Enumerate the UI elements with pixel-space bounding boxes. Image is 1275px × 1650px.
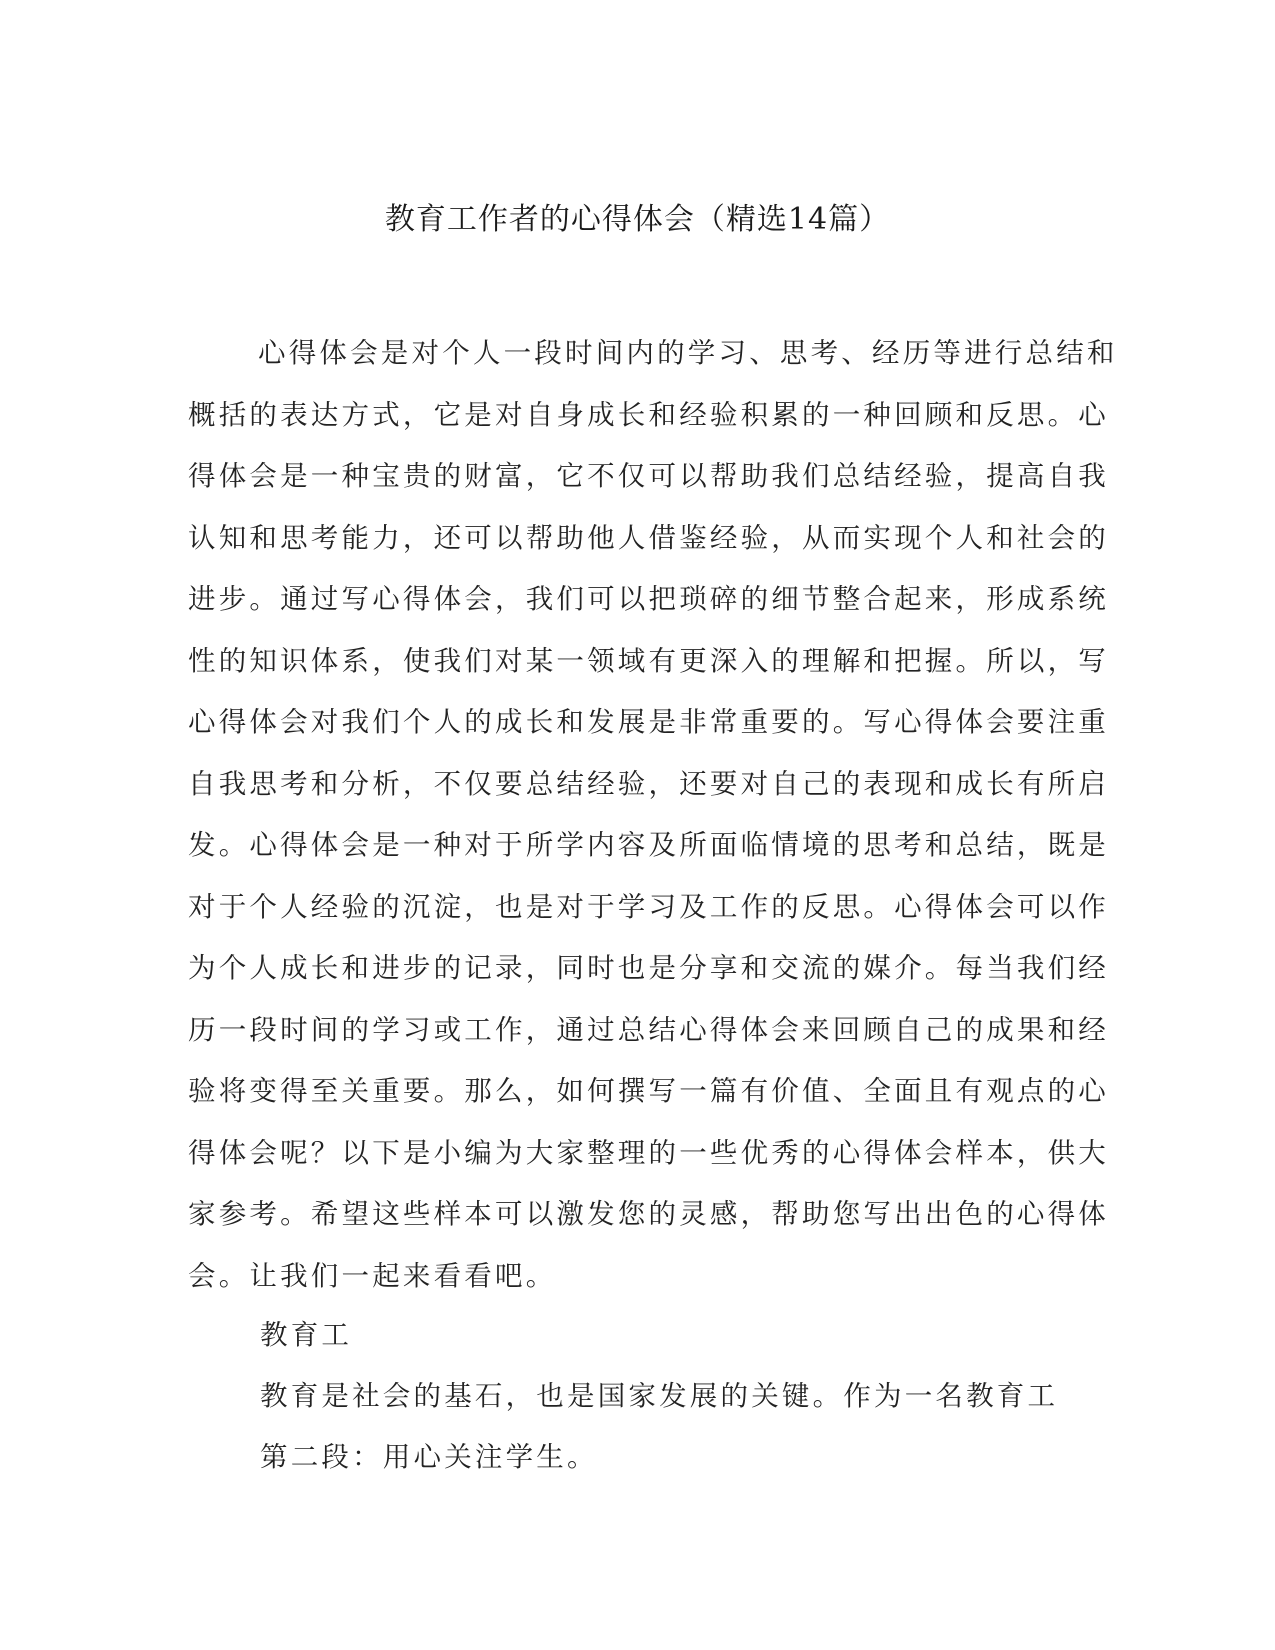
- section-heading: 教育工: [260, 1319, 353, 1351]
- intro-line: 认知和思考能力，还可以帮助他人借鉴经验，从而实现个人和社会的: [188, 521, 1109, 554]
- intro-line: 对于个人经验的沉淀，也是对于学习及工作的反思。心得体会可以作: [188, 890, 1109, 923]
- intro-line: 得体会呢？以下是小编为大家整理的一些优秀的心得体会样本，供大: [188, 1136, 1109, 1169]
- intro-line: 自我思考和分析，不仅要总结经验，还要对自己的表现和成长有所启: [188, 767, 1109, 800]
- intro-line: 历一段时间的学习或工作，通过总结心得体会来回顾自己的成果和经: [188, 1013, 1109, 1046]
- intro-line: 家参考。希望这些样本可以激发您的灵感，帮助您写出出色的心得体: [188, 1198, 1109, 1230]
- section-paragraph: 教育是社会的基石，也是国家发展的关键。作为一名教育工: [260, 1380, 1059, 1412]
- intro-line: 为个人成长和进步的记录，同时也是分享和交流的媒介。每当我们经: [188, 952, 1109, 984]
- intro-line: 得体会是一种宝贵的财富，它不仅可以帮助我们总结经验，提高自我: [188, 460, 1109, 492]
- intro-line: 性的知识体系，使我们对某一领域有更深入的理解和把握。所以，写: [188, 644, 1109, 677]
- intro-line: 概括的表达方式，它是对自身成长和经验积累的一种回顾和反思。心: [188, 398, 1109, 431]
- intro-line: 进步。通过写心得体会，我们可以把琐碎的细节整合起来，形成系统: [188, 583, 1109, 615]
- intro-paragraph: [188, 323, 1118, 1307]
- intro-line: 发。心得体会是一种对于所学内容及所面临情境的思考和总结，既是: [188, 829, 1109, 861]
- intro-line: 心得体会是对个人一段时间内的学习、思考、经历等进行总结和: [258, 337, 1118, 369]
- document-title: 教育工作者的心得体会（精选14篇）: [384, 202, 891, 237]
- intro-line: 心得体会对我们个人的成长和发展是非常重要的。写心得体会要注重: [188, 706, 1109, 738]
- intro-line: 验将变得至关重要。那么，如何撰写一篇有价值、全面且有观点的心: [188, 1075, 1109, 1107]
- intro-line: 会。让我们一起来看看吧。: [188, 1259, 557, 1292]
- section-paragraph: 第二段：用心关注学生。: [260, 1441, 598, 1473]
